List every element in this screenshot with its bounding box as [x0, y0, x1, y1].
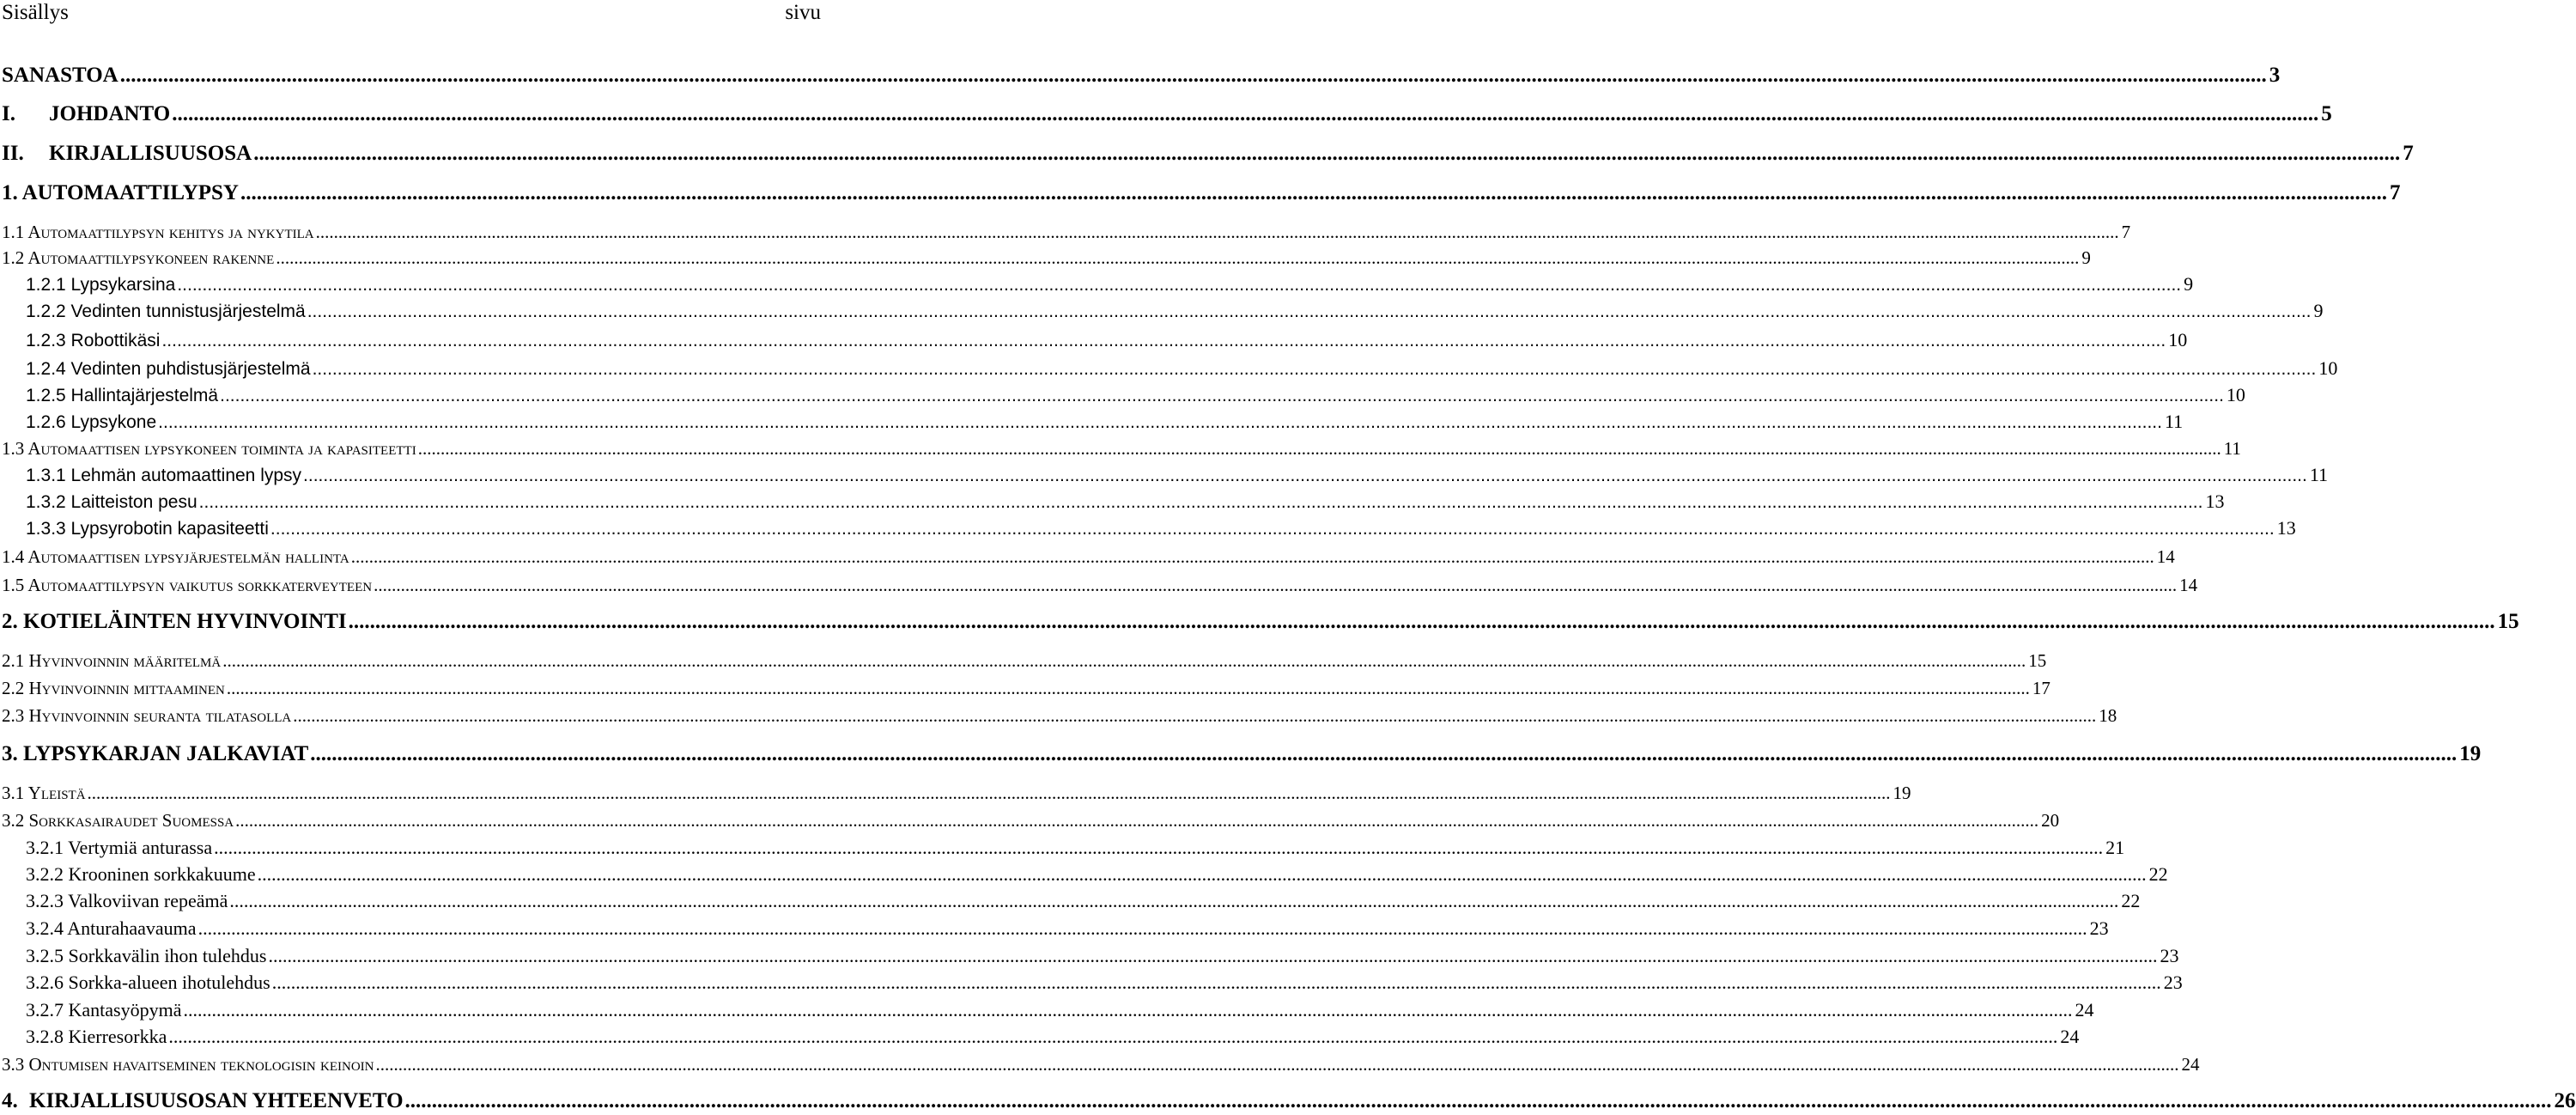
- toc-leader-dots: ................................................................................................................................................................................................................................................................................................................................................................................................................: [158, 412, 2162, 432]
- toc-entry-title: 1.2.6 Lypsykone: [26, 412, 157, 432]
- toc-leader-dots: ................................................................................................................................................................................................................................................................................................................................................................................................................: [240, 181, 2387, 204]
- toc-leader-dots: ................................................................................................................................................................................................................................................................................................................................................................................................................: [197, 917, 2087, 939]
- toc-leader-dots: ................................................................................................................................................................................................................................................................................................................................................................................................................: [270, 519, 2275, 539]
- toc-entry[interactable]: [26, 273, 2194, 296]
- toc-entry-page: 26: [2554, 1089, 2576, 1112]
- toc-entry[interactable]: [26, 384, 2245, 407]
- toc-entry-title: 3.2.2 Krooninen sorkkakuume: [26, 863, 256, 885]
- toc-leader-dots: ................................................................................................................................................................................................................................................................................................................................................................................................................: [375, 1053, 2179, 1075]
- toc-entry[interactable]: [2, 677, 2050, 699]
- toc-entry[interactable]: [2, 221, 2131, 243]
- toc-leader-dots: ................................................................................................................................................................................................................................................................................................................................................................................................................: [235, 809, 2039, 831]
- toc-entry-page: 24: [2060, 1026, 2080, 1047]
- toc-entry-page: 14: [2156, 545, 2175, 567]
- toc-leader-dots: ................................................................................................................................................................................................................................................................................................................................................................................................................: [417, 437, 2221, 459]
- page-header: [0, 0, 824, 29]
- toc-entry[interactable]: [2, 609, 2519, 635]
- toc-entry[interactable]: [26, 300, 2324, 323]
- toc-entry[interactable]: [26, 357, 2338, 381]
- toc-leader-dots: ................................................................................................................................................................................................................................................................................................................................................................................................................: [183, 999, 2073, 1021]
- toc-leader-dots: ................................................................................................................................................................................................................................................................................................................................................................................................................: [214, 837, 2104, 858]
- toc-entry-title: 2.3 Hyvinvoinnin seuranta tilatasolla: [2, 704, 292, 726]
- toc-entry[interactable]: [2, 545, 2175, 568]
- toc-entry[interactable]: [2, 809, 2060, 832]
- toc-entry-title: 3. LYPSYKARJAN JALKAVIAT: [2, 742, 309, 765]
- toc-entry-title: 3.2.5 Sorkkavälin ihon tulehdus: [26, 945, 267, 966]
- toc-entry-number: I.: [2, 102, 15, 125]
- toc-entry[interactable]: [2, 574, 2198, 596]
- toc-entry-title: 1.3.2 Laitteiston pesu: [26, 492, 197, 512]
- toc-entry-title: 3.2.4 Anturahaavauma: [26, 917, 197, 939]
- toc-entry-title: 1.3 Automaattisen lypsykoneen toiminta ja kapasiteetti: [2, 437, 416, 459]
- toc-entry[interactable]: [2, 247, 2091, 269]
- toc-leader-dots: ................................................................................................................................................................................................................................................................................................................................................................................................................: [307, 302, 2312, 321]
- toc-entry-title: 3.2.6 Sorkka-alueen ihotulehdus: [26, 972, 270, 993]
- toc-entry-page: 15: [2028, 649, 2047, 671]
- toc-entry[interactable]: [2, 141, 2414, 167]
- toc-entry-title: 2. KOTIELÄINTEN HYVINVOINTI: [2, 610, 347, 633]
- toc-entry-title: 1.2.5 Hallintajärjestelmä: [26, 386, 219, 405]
- toc-leader-dots: ................................................................................................................................................................................................................................................................................................................................................................................................................: [222, 649, 2026, 671]
- toc-entry-page: 15: [2497, 610, 2519, 633]
- toc-heading: Sisällys: [2, 1, 69, 24]
- toc-entry-page: 20: [2041, 809, 2060, 831]
- toc-entry[interactable]: [26, 517, 2296, 540]
- toc-entry[interactable]: [26, 490, 2225, 514]
- toc-entry[interactable]: [2, 1088, 2576, 1114]
- toc-entry-page: 13: [2276, 517, 2296, 539]
- toc-entry-title: 3.2.1 Vertymiä anturassa: [26, 837, 213, 858]
- toc-entry[interactable]: [2, 1053, 2200, 1075]
- toc-entry-number: II.: [2, 142, 24, 165]
- toc-leader-dots: ................................................................................................................................................................................................................................................................................................................................................................................................................: [87, 782, 1891, 803]
- toc-leader-dots: ................................................................................................................................................................................................................................................................................................................................................................................................................: [168, 1026, 2058, 1047]
- toc-entry-title: 1.2.2 Vedinten tunnistusjärjestelmä: [26, 302, 306, 321]
- toc-entry-page: 22: [2121, 890, 2141, 911]
- toc-entry[interactable]: [26, 464, 2329, 487]
- toc-leader-dots: ................................................................................................................................................................................................................................................................................................................................................................................................................: [276, 247, 2080, 268]
- toc-leader-dots: ................................................................................................................................................................................................................................................................................................................................................................................................................: [315, 221, 2119, 242]
- toc-entry[interactable]: [26, 999, 2094, 1021]
- toc-entry-title: 2.1 Hyvinvoinnin määritelmä: [2, 649, 222, 671]
- toc-entry[interactable]: [26, 972, 2183, 994]
- toc-entry[interactable]: [26, 411, 2184, 434]
- toc-entry[interactable]: [2, 649, 2047, 672]
- toc-entry-page: 18: [2099, 704, 2117, 726]
- toc-entry-page: 11: [2223, 437, 2241, 459]
- toc-leader-dots: ................................................................................................................................................................................................................................................................................................................................................................................................................: [350, 545, 2154, 567]
- toc-leader-dots: ................................................................................................................................................................................................................................................................................................................................................................................................................: [198, 492, 2203, 512]
- toc-leader-dots: ................................................................................................................................................................................................................................................................................................................................................................................................................: [310, 742, 2458, 765]
- toc-entry-page: 13: [2205, 490, 2225, 512]
- toc-entry[interactable]: [26, 1026, 2080, 1048]
- toc-leader-dots: ................................................................................................................................................................................................................................................................................................................................................................................................................: [220, 386, 2224, 405]
- toc-entry-title: JOHDANTO: [49, 102, 171, 125]
- toc-entry-title: 3.2.3 Valkoviivan repeämä: [26, 890, 228, 911]
- toc-entry-page: 7: [2403, 142, 2414, 165]
- toc-leader-dots: ................................................................................................................................................................................................................................................................................................................................................................................................................: [177, 275, 2182, 295]
- toc-entry-page: 10: [2168, 329, 2188, 350]
- toc-entry-page: 9: [2313, 300, 2324, 321]
- toc-entry-page: 10: [2318, 357, 2338, 379]
- toc-entry-title: SANASTOA: [2, 64, 118, 87]
- toc-leader-dots: ................................................................................................................................................................................................................................................................................................................................................................................................................: [253, 142, 2401, 165]
- toc-entry-page: 5: [2321, 102, 2332, 125]
- toc-entry-title: 3.3 Ontumisen havaitseminen teknologisin keinoin: [2, 1053, 374, 1075]
- toc-leader-dots: ................................................................................................................................................................................................................................................................................................................................................................................................................: [404, 1089, 2552, 1112]
- toc-leader-dots: ................................................................................................................................................................................................................................................................................................................................................................................................................: [229, 890, 2119, 911]
- toc-entry[interactable]: [2, 63, 2281, 88]
- toc-entry-page: 24: [2181, 1053, 2200, 1075]
- toc-entry-title: 1.4 Automaattisen lypsyjärjestelmän hallinta: [2, 545, 349, 567]
- toc-entry-page: 3: [2269, 64, 2281, 87]
- toc-entry-page: 7: [2390, 181, 2401, 204]
- toc-entry-title: 1.5 Automaattilypsyn vaikutus sorkkaterveyteen: [2, 574, 373, 595]
- toc-entry-page: 9: [2081, 247, 2091, 268]
- toc-entry-page: 24: [2075, 999, 2094, 1021]
- toc-entry[interactable]: [26, 945, 2179, 967]
- toc-entry-title: 3.2.7 Kantasyöpymä: [26, 999, 182, 1021]
- toc-leader-dots: ................................................................................................................................................................................................................................................................................................................................................................................................................: [119, 64, 2267, 87]
- toc-entry-page: 17: [2032, 677, 2050, 698]
- toc-leader-dots: ................................................................................................................................................................................................................................................................................................................................................................................................................: [303, 466, 2307, 485]
- toc-entry-page: 19: [1893, 782, 1911, 803]
- toc-leader-dots: ................................................................................................................................................................................................................................................................................................................................................................................................................: [271, 972, 2161, 993]
- toc-entry-page: 11: [2164, 411, 2184, 432]
- toc-entry-page: 23: [2160, 945, 2179, 966]
- toc-entry[interactable]: [26, 917, 2109, 940]
- toc-entry-title: KIRJALLISUUSOSA: [49, 142, 252, 165]
- toc-entry-page: 21: [2105, 837, 2125, 858]
- toc-entry-title: 3.2.8 Kierresorkka: [26, 1026, 167, 1047]
- toc-leader-dots: ................................................................................................................................................................................................................................................................................................................................................................................................................: [374, 574, 2178, 595]
- toc-entry-page: 23: [2089, 917, 2109, 939]
- toc-entry-page: 11: [2309, 464, 2329, 485]
- toc-entry-page: 7: [2121, 221, 2131, 242]
- toc-entry-title: 3.1 Yleistä: [2, 782, 86, 803]
- toc-entry-page: 22: [2148, 863, 2168, 885]
- toc-entry-page: 9: [2184, 273, 2194, 295]
- toc-entry[interactable]: [2, 782, 1911, 804]
- toc-leader-dots: ................................................................................................................................................................................................................................................................................................................................................................................................................: [312, 359, 2317, 379]
- toc-entry[interactable]: [26, 837, 2125, 859]
- toc-leader-dots: ................................................................................................................................................................................................................................................................................................................................................................................................................: [161, 331, 2166, 350]
- toc-entry[interactable]: [2, 704, 2117, 727]
- toc-entry-page: 10: [2226, 384, 2245, 405]
- toc-entry[interactable]: [2, 101, 2332, 127]
- toc-entry-title: 1.2 Automaattilypsykoneen rakenne: [2, 247, 275, 268]
- toc-entry-title: 1. AUTOMAATTILYPSY: [2, 181, 239, 204]
- toc-entry-title: 1.3.3 Lypsyrobotin kapasiteetti: [26, 519, 269, 539]
- toc-leader-dots: ................................................................................................................................................................................................................................................................................................................................................................................................................: [257, 863, 2147, 885]
- toc-leader-dots: ................................................................................................................................................................................................................................................................................................................................................................................................................: [226, 677, 2030, 698]
- page-column-heading: sivu: [785, 1, 821, 24]
- toc-entry-page: 14: [2179, 574, 2198, 595]
- toc-entry-title: KIRJALLISUUSOSAN YHTEENVETO: [29, 1089, 404, 1112]
- toc-entry-title: 1.3.1 Lehmän automaattinen lypsy: [26, 466, 302, 485]
- toc-entry[interactable]: [2, 180, 2401, 206]
- toc-entry-title: 3.2 Sorkkasairaudet Suomessa: [2, 809, 234, 831]
- toc-entry-title: 1.2.3 Robottikäsi: [26, 331, 161, 350]
- toc-entry[interactable]: [2, 437, 2241, 460]
- toc-entry[interactable]: [2, 741, 2482, 767]
- toc-entry-page: 19: [2459, 742, 2482, 765]
- toc-leader-dots: ................................................................................................................................................................................................................................................................................................................................................................................................................: [348, 610, 2495, 633]
- toc-entry-title: 2.2 Hyvinvoinnin mittaaminen: [2, 677, 225, 698]
- toc-leader-dots: ................................................................................................................................................................................................................................................................................................................................................................................................................: [268, 945, 2158, 966]
- toc-entry[interactable]: [26, 329, 2188, 352]
- toc-entry-number: 4.: [2, 1089, 18, 1112]
- toc-entry-page: 23: [2163, 972, 2183, 993]
- toc-leader-dots: ................................................................................................................................................................................................................................................................................................................................................................................................................: [172, 102, 2319, 125]
- toc-entry[interactable]: [26, 863, 2168, 886]
- toc-entry-title: 1.2.1 Lypsykarsina: [26, 275, 176, 295]
- toc-entry-title: 1.2.4 Vedinten puhdistusjärjestelmä: [26, 359, 311, 379]
- toc-entry[interactable]: [26, 890, 2141, 912]
- toc-leader-dots: ................................................................................................................................................................................................................................................................................................................................................................................................................: [293, 704, 2097, 726]
- toc-entry-title: 1.1 Automaattilypsyn kehitys ja nykytila: [2, 221, 314, 242]
